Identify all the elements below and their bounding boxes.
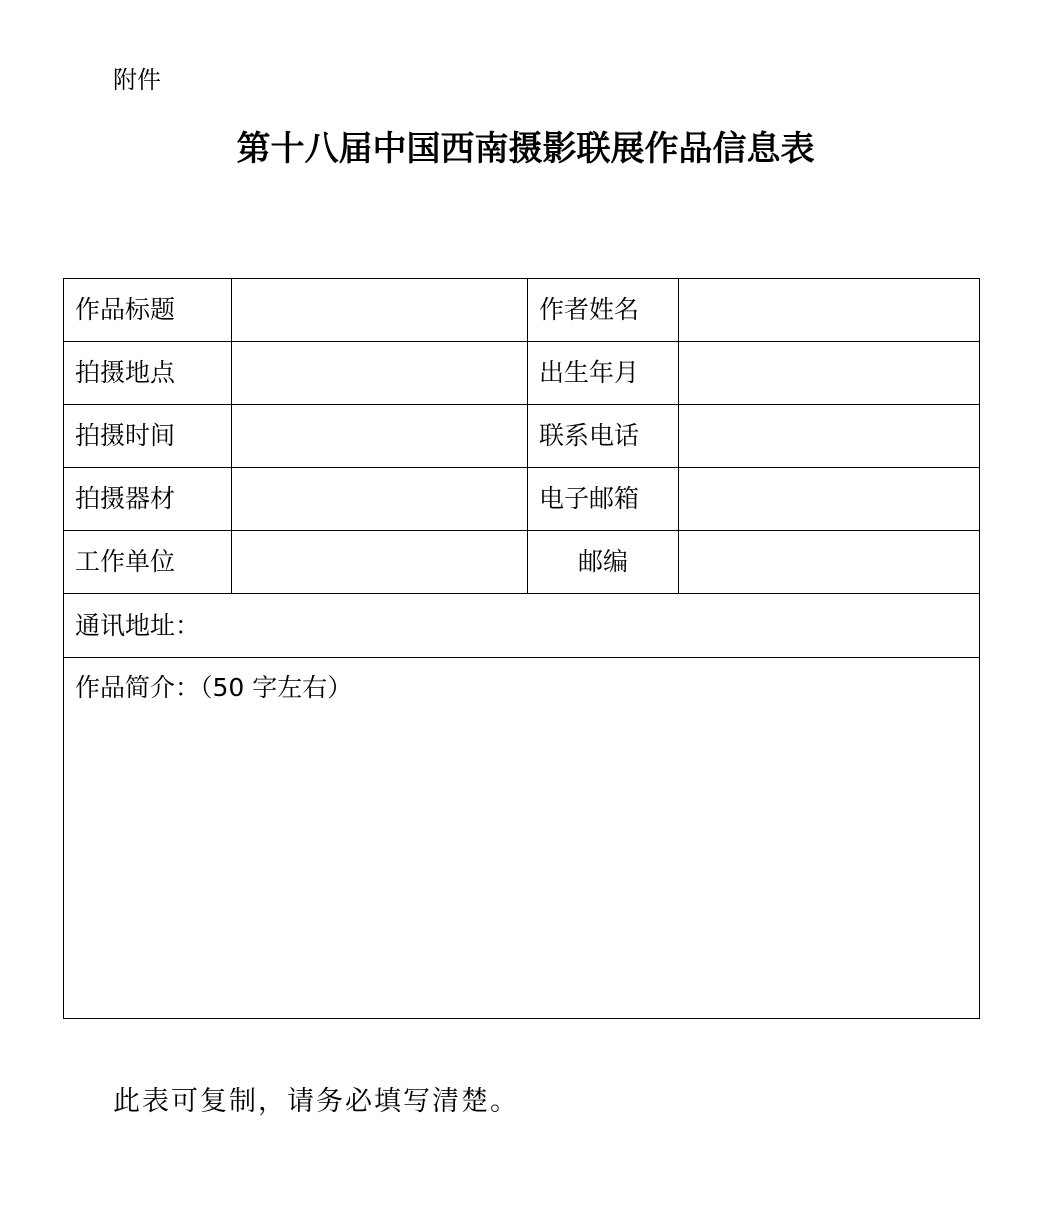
form-row-location — [64, 342, 980, 405]
field-email[interactable] — [679, 468, 980, 531]
form-row-address — [64, 594, 980, 658]
form-row-employer — [64, 531, 980, 594]
field-work-intro[interactable] — [64, 658, 980, 1019]
label-employer: 工作单位 — [64, 531, 232, 594]
footer-note: 此表可复制，请务必填写清楚。 — [113, 1086, 519, 1117]
field-equipment[interactable] — [232, 468, 528, 531]
field-postcode[interactable] — [679, 531, 980, 594]
form-row-time — [64, 405, 980, 468]
label-work-title: 作品标题 — [64, 279, 232, 342]
label-author-name: 作者姓名 — [528, 279, 679, 342]
label-birth-date: 出生年月 — [528, 342, 679, 405]
label-shoot-location: 拍摄地点 — [64, 342, 232, 405]
field-mailing-address[interactable] — [64, 594, 980, 658]
label-postcode: 邮编 — [528, 531, 679, 594]
form-row-title — [64, 279, 980, 342]
form-row-equipment — [64, 468, 980, 531]
field-shoot-time[interactable] — [232, 405, 528, 468]
field-employer[interactable] — [232, 531, 528, 594]
form-row-intro — [64, 658, 980, 1019]
label-mailing-address: 通讯地址： — [75, 610, 201, 640]
field-birth-date[interactable] — [679, 342, 980, 405]
label-phone: 联系电话 — [528, 405, 679, 468]
field-work-title[interactable] — [232, 279, 528, 342]
field-author-name[interactable] — [679, 279, 980, 342]
label-shoot-time: 拍摄时间 — [64, 405, 232, 468]
info-form-table — [63, 278, 980, 1019]
label-email: 电子邮箱 — [528, 468, 679, 531]
field-phone[interactable] — [679, 405, 980, 468]
page-title: 第十八届中国西南摄影联展作品信息表 — [236, 129, 815, 169]
label-equipment: 拍摄器材 — [64, 468, 232, 531]
attachment-label: 附件 — [113, 66, 161, 94]
label-work-intro: 作品简介：（50 字左右） — [75, 673, 353, 702]
field-shoot-location[interactable] — [232, 342, 528, 405]
